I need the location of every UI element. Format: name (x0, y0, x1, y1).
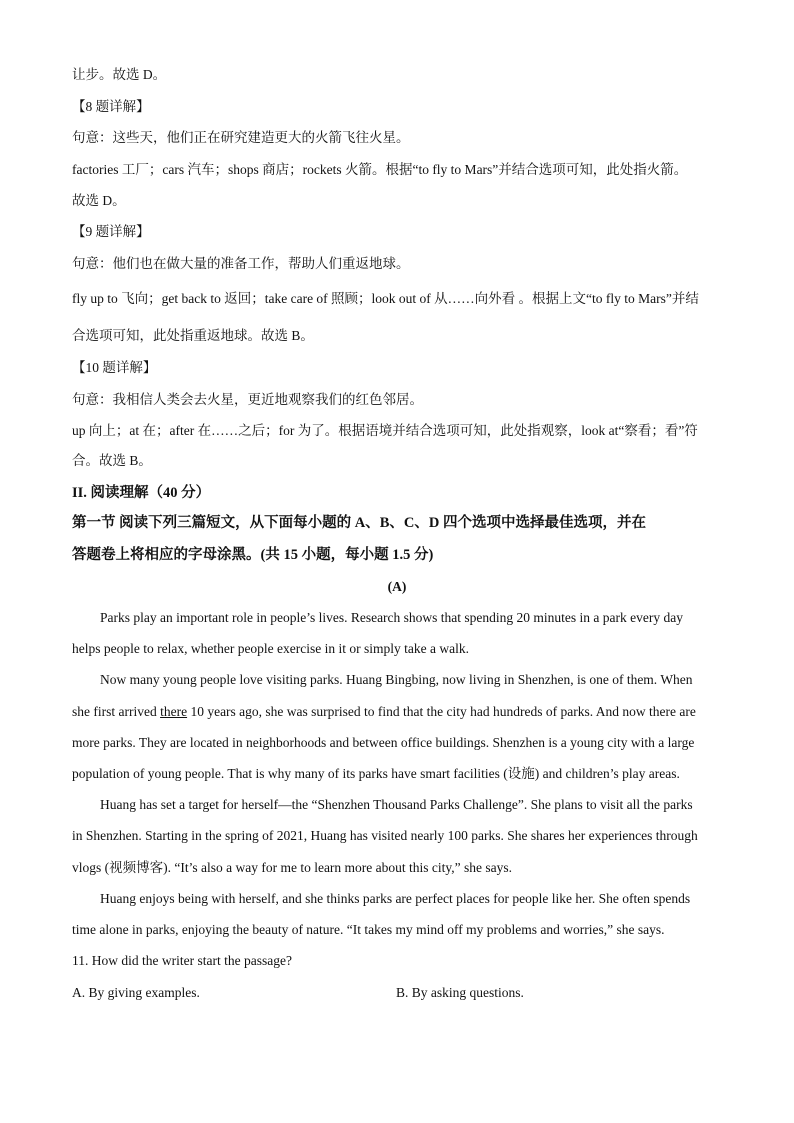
option-b: B. By asking questions. (396, 985, 524, 1000)
section-title-reading: II. 阅读理解（40 分） (72, 485, 211, 501)
text-line: 让步。故选 D。 (72, 67, 167, 82)
passage-line: helps people to relax, whether people exercise in it or simply take a walk. (72, 641, 469, 656)
passage-line: Huang has set a target for herself—the “Shenzhen Thousand Parks Challenge”. She plans to visit all the parks (100, 797, 693, 812)
passage-line: in Shenzhen. Starting in the spring of 2021, Huang has visited nearly 100 parks. She shares her experiences through (72, 828, 698, 843)
text-segment: she first arrived (72, 704, 161, 719)
text-line: 合。故选 B。 (72, 453, 152, 468)
section-heading-q10: 【10 题详解】 (72, 360, 157, 375)
question-11: 11. How did the writer start the passage? (72, 953, 292, 968)
text-segment: 10 years ago, she was surprised to find that the city had hundreds of parks. And now there are (187, 704, 696, 719)
passage-label: (A) (387, 579, 407, 594)
passage-line (72, 703, 696, 721)
instruction-line: 第一节 阅读下列三篇短文，从下面每小题的 A、B、C、D 四个选项中选择最佳选项，并在 (72, 515, 646, 531)
passage-line: Parks play an important role in people’s lives. Research shows that spending 20 minutes in a park every day (100, 610, 683, 625)
passage-line: more parks. They are located in neighborhoods and between office buildings. Shenzhen is a young city with a large (72, 735, 695, 750)
passage-line: Now many young people love visiting parks. Huang Bingbing, now living in Shenzhen, is one of them. When (100, 672, 693, 687)
section-heading-q9: 【9 题详解】 (72, 224, 150, 239)
underlined-word: there (160, 704, 188, 719)
text-line: fly up to 飞向；get back to 返回；take care of 照顾；look out of 从……向外看 。根据上文“to fly to Mars”并结 (72, 291, 699, 306)
text-line: up 向上；at 在；after 在……之后；for 为了。根据语境并结合选项可知，此处指观察，look at“察看；看”符 (72, 423, 698, 438)
text-line: 句意：我相信人类会去火星，更近地观察我们的红色邻居。 (72, 392, 423, 407)
instruction-line: 答题卷上将相应的字母涂黑。(共 15 小题，每小题 1.5 分) (72, 547, 434, 563)
text-line: 故选 D。 (72, 193, 126, 208)
passage-line: population of young people. That is why many of its parks have smart facilities (设施) and children’s play areas. (72, 766, 680, 781)
passage-line: time alone in parks, enjoying the beauty of nature. “It takes my mind off my problems and worries,” she says. (72, 922, 665, 937)
section-heading-q8: 【8 题详解】 (72, 99, 150, 114)
text-line: 合选项可知，此处指重返地球。故选 B。 (72, 328, 314, 343)
text-line: 句意：这些天，他们正在研究建造更大的火箭飞往火星。 (72, 130, 410, 145)
passage-line: vlogs (视频博客). “It’s also a way for me to learn more about this city,” she says. (72, 860, 513, 875)
passage-line: Huang enjoys being with herself, and she thinks parks are perfect places for people like her. She often spends (100, 891, 691, 906)
text-line: factories 工厂；cars 汽车；shops 商店；rockets 火箭。根据“to fly to Mars”并结合选项可知，此处指火箭。 (72, 162, 688, 177)
text-line: 句意：他们也在做大量的准备工作，帮助人们重返地球。 (72, 256, 410, 271)
option-a: A. By giving examples. (72, 985, 200, 1000)
